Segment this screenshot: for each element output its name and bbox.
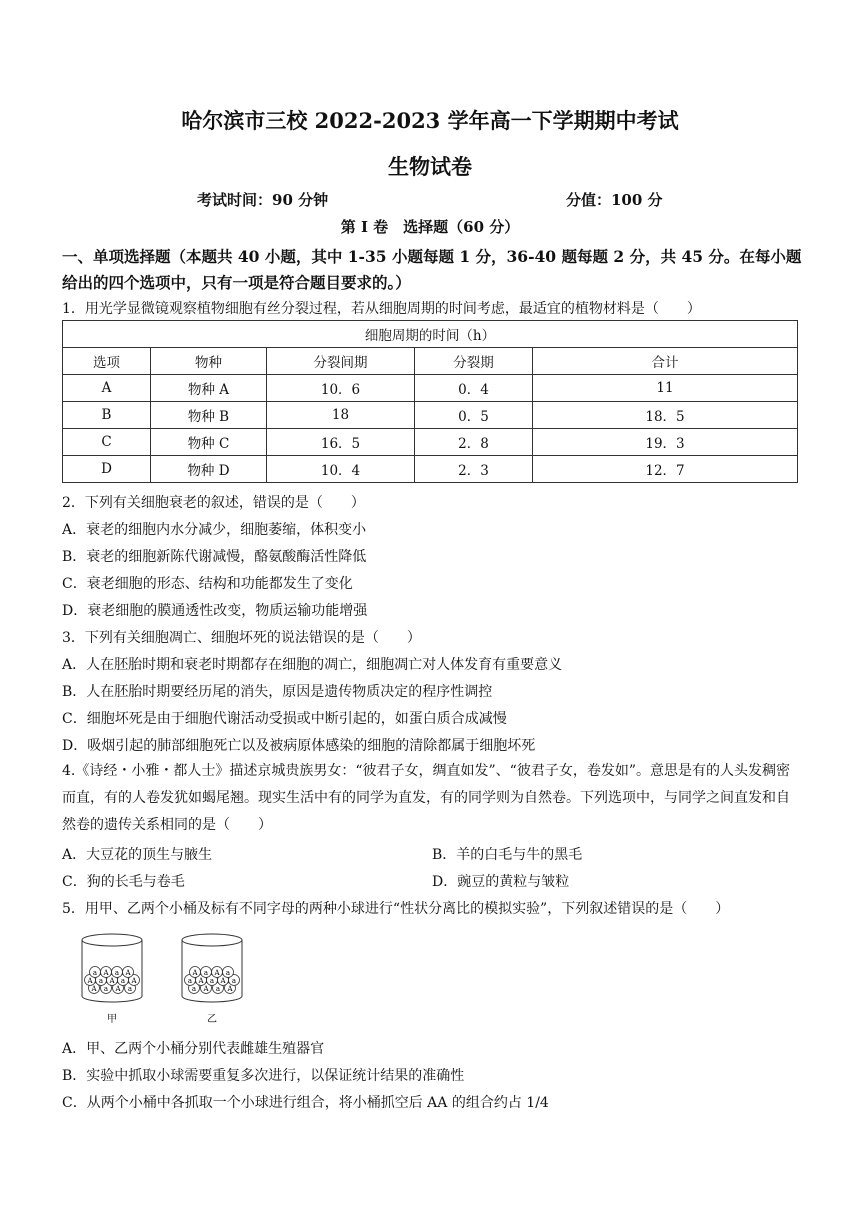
table-cell: 物种 B <box>151 402 267 429</box>
ball-letter: A <box>131 977 137 985</box>
ball-letter: a <box>203 969 209 977</box>
ball-letter: a <box>225 969 231 977</box>
ball-letter: A <box>109 977 115 985</box>
table-cell: 19．3 <box>533 429 798 456</box>
question-4-stem: 4.《诗经・小雅・都人士》描述京城贵族男女：“彼君子女，绸直如发”、“彼君子女，卷发如”。意思是有的人头发稠密而直，有的人卷发犹如蝎尾翘。现实生活中有的同学为直发，有的同学则为自然卷。下列选项中，与同学之间直发和自然卷的遗传关系相同的是（ ） <box>62 763 790 833</box>
question-3-stem: 3．下列有关细胞凋亡、细胞坏死的说法错误的是（ ） <box>62 630 421 646</box>
section-heading: 第 I 卷 选择题（60 分） <box>340 218 520 236</box>
table-cell: 18．5 <box>533 402 798 429</box>
ball-letter: A <box>214 969 220 977</box>
ball-letter: A <box>203 985 209 993</box>
table-header: 分裂间期 <box>267 348 415 375</box>
table-cell: 10．4 <box>267 456 415 483</box>
exam-subtitle: 生物试卷 <box>388 154 472 179</box>
table-cell: A <box>63 375 151 402</box>
question-4-option-b: B．羊的白毛与牛的黑毛 <box>432 847 583 863</box>
ball-letter: a <box>98 977 104 985</box>
table-row <box>63 456 798 483</box>
table-row <box>63 402 798 429</box>
table-cell: 2．3 <box>415 456 533 483</box>
question-5-stem: 5．用甲、乙两个小桶及标有不同字母的两种小球进行“性状分离比的模拟实验”，下列叙述错误的是（ ） <box>62 901 730 917</box>
ball-letter: a <box>114 969 120 977</box>
question-5-option-a: A．甲、乙两个小桶分别代表雌雄生殖器官 <box>62 1041 325 1057</box>
ball-pile <box>85 967 240 994</box>
bucket-yi-label: 乙 <box>207 1014 217 1025</box>
question-2-option-b: B．衰老的细胞新陈代谢减慢，酪氨酸酶活性降低 <box>62 549 367 565</box>
question-3-option-a: A．人在胚胎时期和衰老时期都存在细胞的凋亡，细胞凋亡对人体发育有重要意义 <box>62 657 563 673</box>
ball-letter: A <box>125 969 131 977</box>
question-5-option-b: B．实验中抓取小球需要重复多次进行，以保证统计结果的准确性 <box>62 1068 465 1084</box>
table-cell: 11 <box>533 375 798 402</box>
exam-title: 哈尔滨市三校 2022-2023 学年高一下学期期中考试 <box>181 108 679 133</box>
table-cell: 12．7 <box>533 456 798 483</box>
table-cell: 物种 C <box>151 429 267 456</box>
ball-letter: a <box>231 977 237 985</box>
question-5-option-c: C．从两个小桶中各抓取一个小球进行组合，将小桶抓空后 AA 的组合约占 1/4 <box>62 1095 549 1111</box>
table-cell: 10．6 <box>267 375 415 402</box>
table-row <box>63 375 798 402</box>
ball-letter: A <box>220 977 226 985</box>
question-2-stem: 2．下列有关细胞衰老的叙述，错误的是（ ） <box>62 495 365 511</box>
ball-letter: A <box>91 985 97 993</box>
ball-letter: a <box>187 977 193 985</box>
table-header-row <box>63 348 798 375</box>
buckets-figure <box>72 930 252 1030</box>
ball-letter: a <box>127 985 133 993</box>
table-cell: 16．5 <box>267 429 415 456</box>
question-4-option-d: D．豌豆的黄粒与皱粒 <box>432 874 570 890</box>
table-cell: B <box>63 402 151 429</box>
question-3-option-d: D．吸烟引起的肺部细胞死亡以及被病原体感染的细胞的清除都属于细胞坏死 <box>62 738 536 754</box>
question-2-option-c: C．衰老细胞的形态、结构和功能都发生了变化 <box>62 576 353 592</box>
table-header: 分裂期 <box>415 348 533 375</box>
question-2-option-a: A．衰老的细胞内水分减少，细胞萎缩，体积变小 <box>62 522 367 538</box>
ball-letter: A <box>198 977 204 985</box>
question-2-option-d: D．衰老细胞的膜通透性改变，物质运输功能增强 <box>62 603 368 619</box>
table-cell: 0．5 <box>415 402 533 429</box>
question-3-option-b: B．人在胚胎时期要经历尾的消失，原因是遗传物质决定的程序性调控 <box>62 684 493 700</box>
ball-letter: a <box>215 985 221 993</box>
question-4-option-a: A．大豆花的顶生与腋生 <box>62 847 213 863</box>
ball-letter: A <box>103 969 109 977</box>
ball-letter: a <box>103 985 109 993</box>
table-row <box>63 429 798 456</box>
ball-letter: a <box>92 969 98 977</box>
exam-score: 分值：100 分 <box>566 191 663 209</box>
question-3-option-c: C．细胞坏死是由于细胞代谢活动受损或中断引起的，如蛋白质合成减慢 <box>62 711 507 727</box>
exam-time: 考试时间：90 分钟 <box>197 191 329 209</box>
table-cell: D <box>63 456 151 483</box>
table-cell: 物种 A <box>151 375 267 402</box>
table-cell: 2．8 <box>415 429 533 456</box>
table-cell: 18 <box>267 402 415 429</box>
question-4-option-c: C．狗的长毛与卷毛 <box>62 874 185 890</box>
section-instruction: 一、单项选择题（本题共 40 小题，其中 1-35 小题每题 1 分，36-40 题每题 2 分，共 45 分。在每小题给出的四个选项中，只有一项是符合题目要求的。） <box>62 247 802 292</box>
ball-letter: a <box>209 977 215 985</box>
cell-cycle-table <box>62 320 798 483</box>
ball-letter: A <box>192 969 198 977</box>
table-header: 物种 <box>151 348 267 375</box>
ball-letter: A <box>87 977 93 985</box>
table-caption: 细胞周期的时间（h） <box>63 321 798 348</box>
ball-letter: a <box>191 985 197 993</box>
ball-letter: a <box>120 977 126 985</box>
table-cell: 物种 D <box>151 456 267 483</box>
bucket-jia-label: 甲 <box>107 1014 117 1025</box>
ball-letter: A <box>227 985 233 993</box>
table-header: 选项 <box>63 348 151 375</box>
question-1-stem: 1．用光学显微镜观察植物细胞有丝分裂过程，若从细胞周期的时间考虑，最适宜的植物材料是（ ） <box>62 301 701 317</box>
ball-letter: A <box>115 985 121 993</box>
table-cell: C <box>63 429 151 456</box>
table-cell: 0．4 <box>415 375 533 402</box>
table-header: 合计 <box>533 348 798 375</box>
